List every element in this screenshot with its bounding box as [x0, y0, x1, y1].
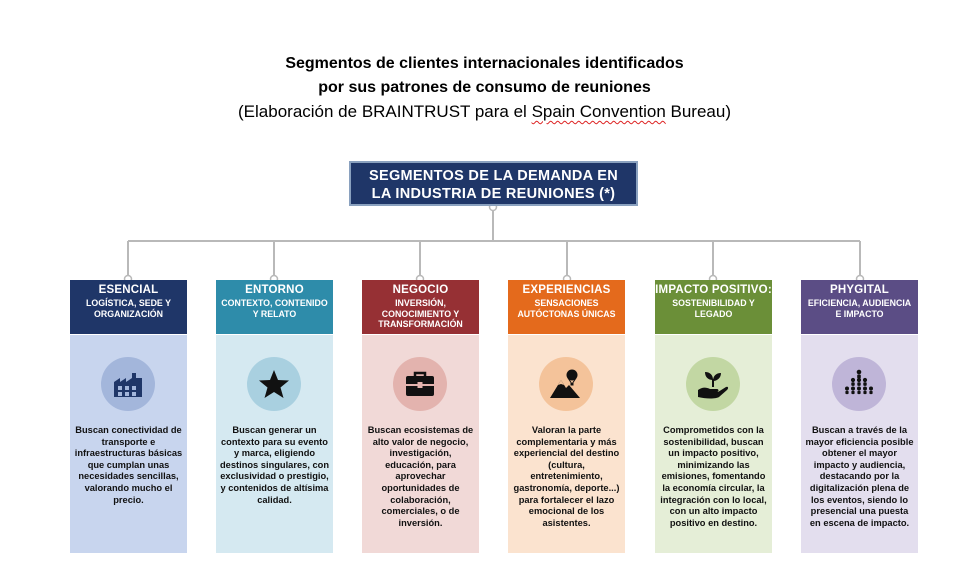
segment-description: Buscan generar un contexto para su evento y marca, eligiendo destinos singulares, con exclusividad o prestigio, y contenidos de altísima calidad.: [220, 425, 330, 505]
segment-name: ESENCIAL: [98, 284, 159, 296]
caption-prefix: (Elaboración de BRAINTRUST para el: [238, 102, 532, 121]
audience-icon: [842, 367, 876, 401]
segment-esencial-body: [70, 335, 187, 553]
segment-phygital-header: [801, 280, 918, 334]
segment-entorno-header: [216, 280, 333, 334]
segment-entorno-body: [216, 335, 333, 553]
segment-name: NEGOCIO: [392, 284, 449, 296]
segment-impacto-positivo-header: [655, 280, 772, 334]
segment-subtitle: EFICIENCIA, AUDIENCIA E IMPACTO: [807, 298, 912, 319]
segment-negocio-body: [362, 335, 479, 553]
segment-name: PHYGITAL: [830, 284, 889, 296]
segment-subtitle: CONTEXTO, CONTENIDO Y RELATO: [221, 298, 328, 319]
balloon-mountain-icon-circle: [539, 357, 593, 411]
segment-description: Buscan a través de la mayor eficiencia posible obtener el mayor impacto y audiencia, destacando por la digitalización plena de los eventos, siendo lo presencial una puesta en escena de impacto.: [805, 425, 914, 528]
segment-esencial-header: [70, 280, 187, 334]
briefcase-icon-circle: [393, 357, 447, 411]
segment-phygital-body: [801, 335, 918, 553]
factory-icon-circle: [101, 357, 155, 411]
caption-suffix: Bureau): [665, 102, 731, 121]
main-title-line-2: LA INDUSTRIA DE REUNIONES (*): [371, 186, 616, 202]
segment-subtitle: SENSACIONES AUTÓCTONAS ÚNICAS: [517, 298, 616, 319]
caption-line-1: Segmentos de clientes internacionales identificados: [285, 55, 684, 72]
main-title-box: [349, 161, 638, 206]
star-icon-circle: [247, 357, 301, 411]
segment-subtitle: LOGÍSTICA, SEDE Y ORGANIZACIÓN: [86, 298, 171, 319]
segment-negocio-header: [362, 280, 479, 334]
caption-line-2: por sus patrones de consumo de reuniones: [318, 79, 651, 96]
factory-icon: [111, 367, 145, 401]
segment-experiencias-body: [508, 335, 625, 553]
briefcase-icon: [403, 367, 437, 401]
hand-plant-icon-circle: [686, 357, 740, 411]
segment-subtitle: SOSTENIBILIDAD Y LEGADO: [672, 298, 755, 319]
star-icon: [257, 367, 291, 401]
main-title-line-1: SEGMENTOS DE LA DEMANDA EN: [369, 168, 618, 184]
balloon-mountain-icon: [549, 367, 583, 401]
segment-name: EXPERIENCIAS: [522, 284, 611, 296]
caption-line-3: [0, 101, 969, 123]
segment-impacto-positivo-body: [655, 335, 772, 553]
caption-spelling-flag: Spain Convention: [531, 102, 666, 121]
segment-name: ENTORNO: [245, 284, 304, 296]
segment-description: Buscan conectividad de transporte e infraestructuras básicas que cumplan unas necesidades sencillas, valorando mucho el precio.: [74, 425, 183, 505]
segment-description: Comprometidos con la sostenibilidad, buscan un impacto positivo, minimizando las emisiones, fomentando la economía circular, la integración con lo local, con un alto impacto positivo en destino.: [660, 425, 767, 528]
segment-description: Valoran la parte complementaria y más experiencial del destino (cultura, entretenimiento, gastronomía, deporte...) para fortalecer el lazo emocional de los asistentes.: [513, 425, 620, 528]
audience-icon-circle: [832, 357, 886, 411]
segment-subtitle: INVERSIÓN, CONOCIMIENTO Y TRANSFORMACIÓN: [378, 298, 463, 329]
segment-experiencias-header: [508, 280, 625, 334]
hand-plant-icon: [696, 367, 730, 401]
segment-description: Buscan ecosistemas de alto valor de negocio, investigación, educación, para aprovechar oportunidades de colaboración, comerciales, o de inversión.: [367, 425, 474, 528]
segment-name: IMPACTO POSITIVO:: [655, 284, 772, 296]
